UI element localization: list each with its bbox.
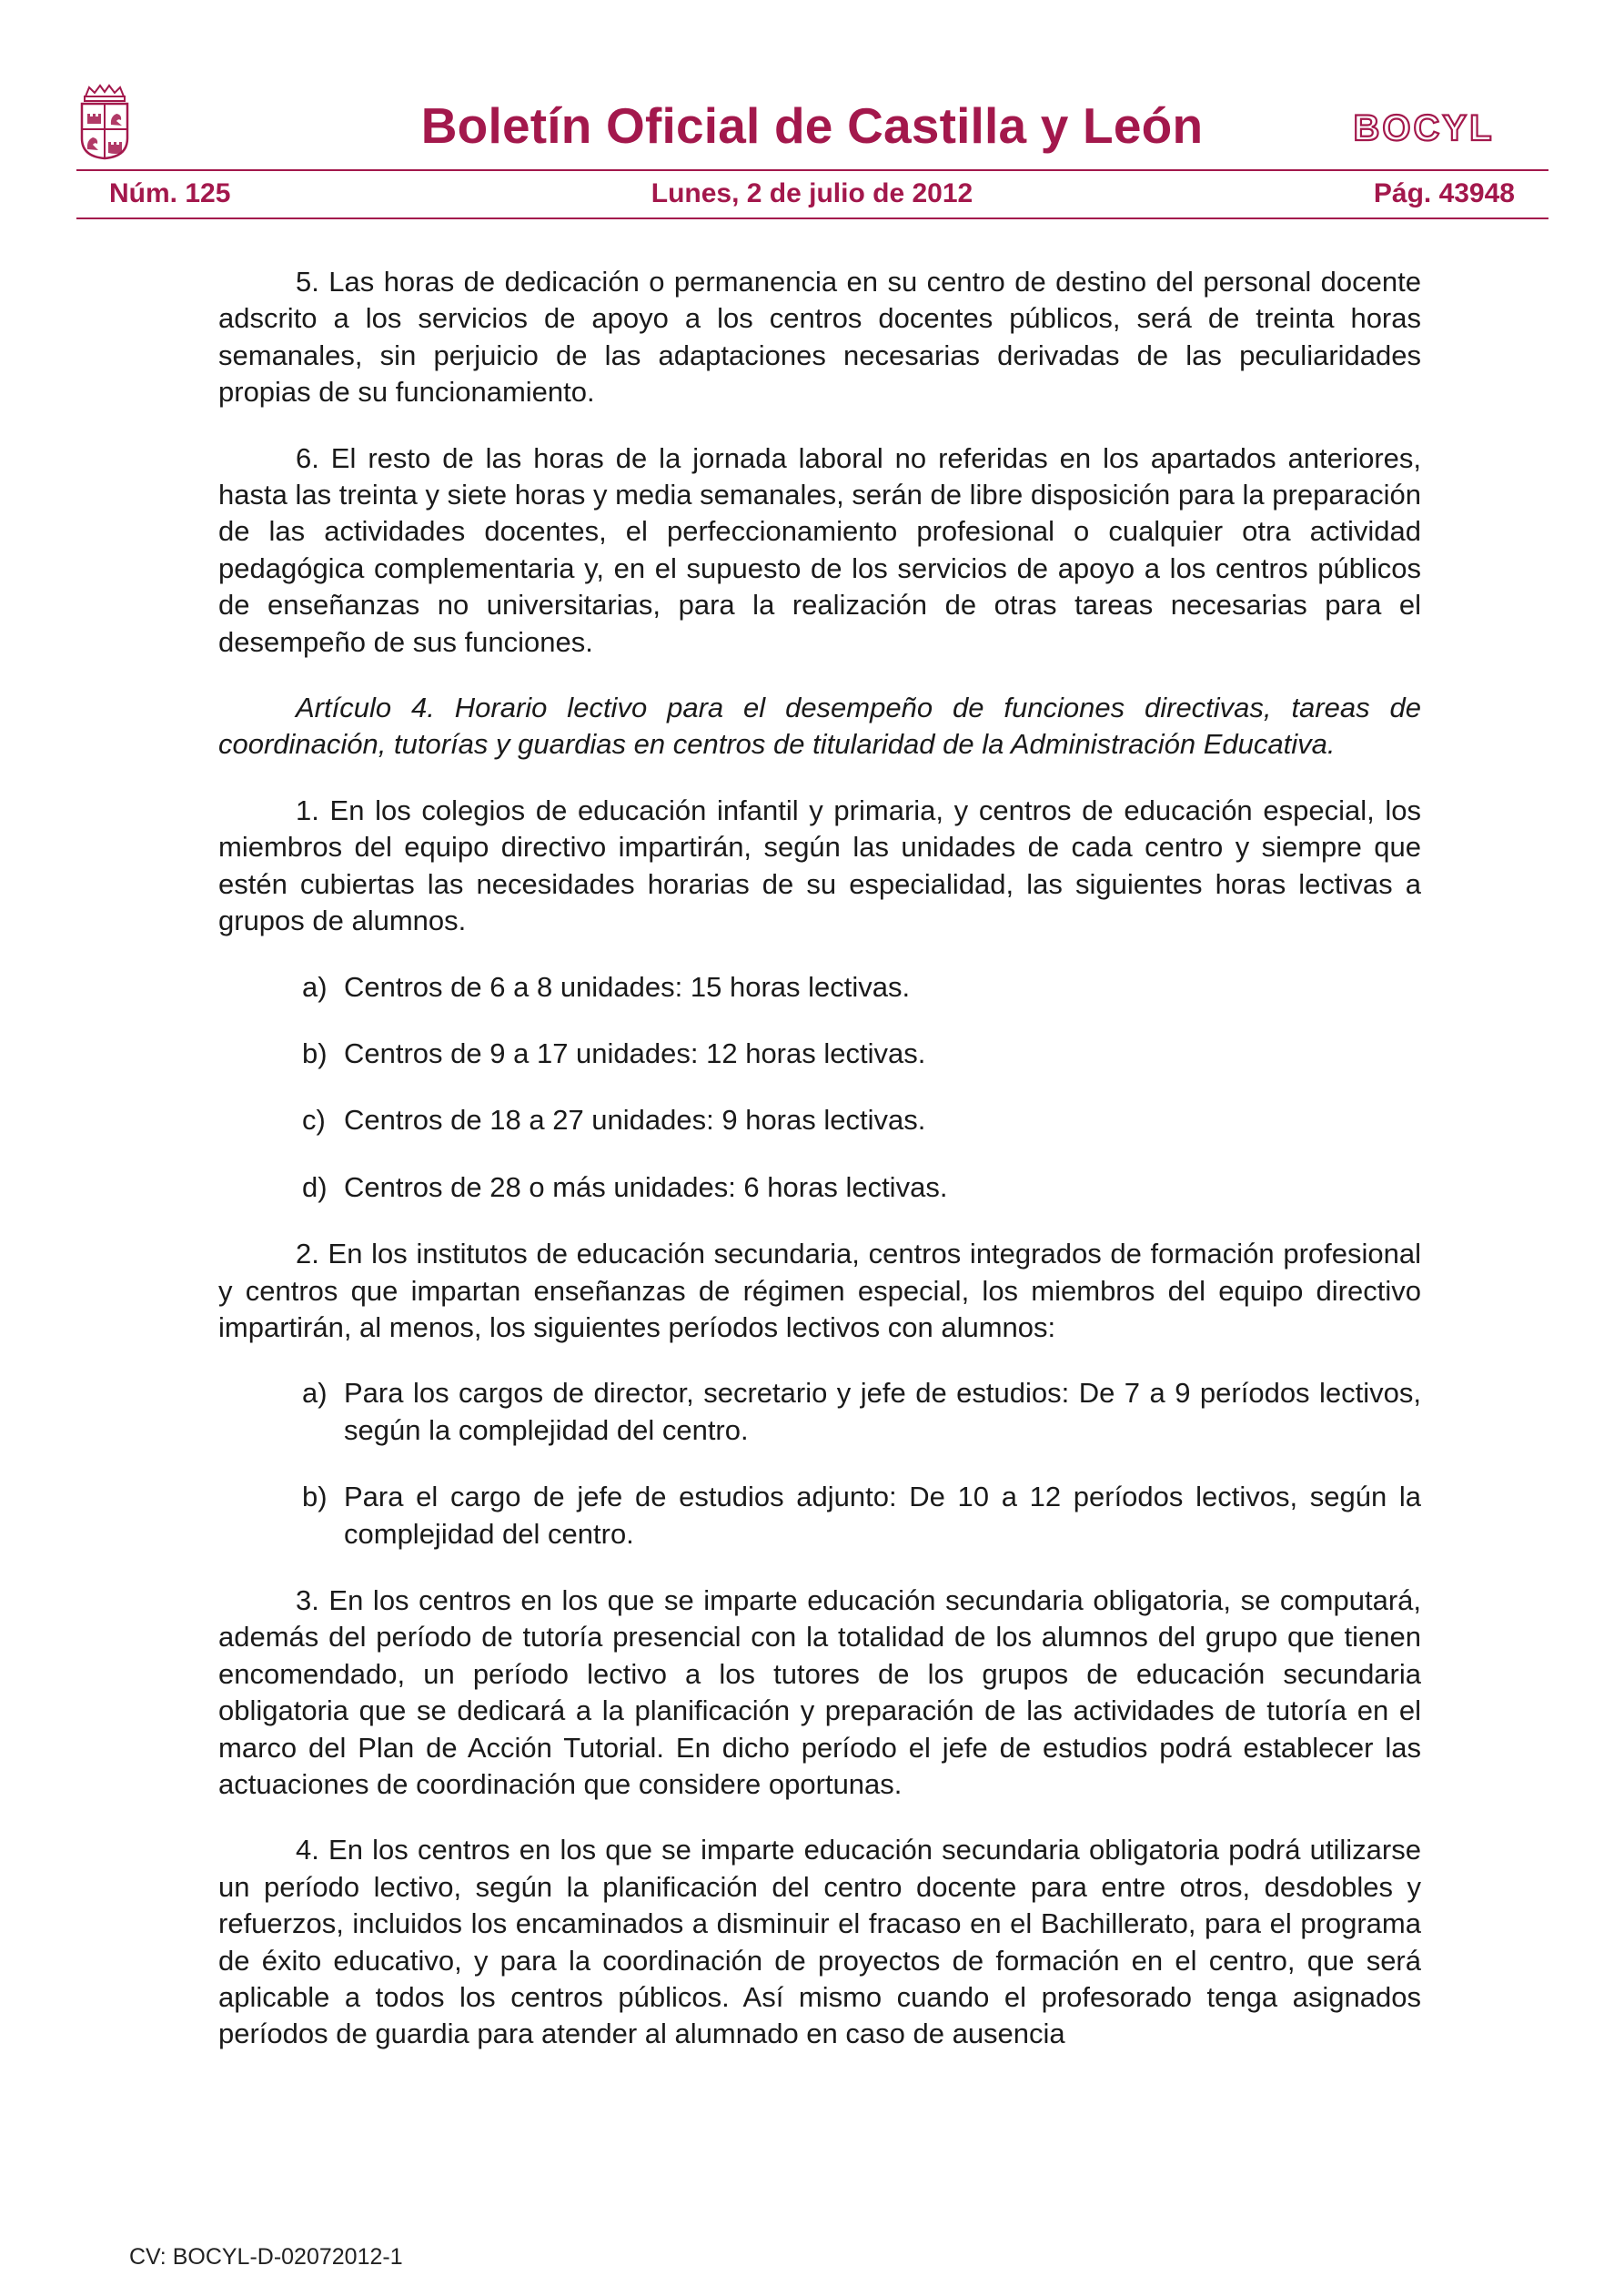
- article-4-paragraph-2: 2. En los institutos de educación secundaria, centros integrados de formación profesional y centros que impartan enseñanzas de régimen especial, los miembros del equipo directivo impartirán, al menos, los siguientes períodos lectivos con alumnos:: [218, 1238, 1421, 1343]
- list-item-label: a): [302, 1377, 328, 1410]
- article-4-paragraph-3: 3. En los centros en los que se imparte educación secundaria obligatoria, se computará, además del período de tutoría presencial con la totalidad de los alumnos del grupo que tienen encomendado, un período lectivo a los tutores de los grupos de educación secundaria obligatoria que se dedicará a la planificación y preparación de las actividades de tutoría en el marco del Plan de Acción Tutorial. En dicho período el jefe de estudios podrá establecer las actuaciones de coordinación que considere oportunas.: [218, 1583, 1421, 1800]
- list-item-text: Para los cargos de director, secretario y jefe de estudios: De 7 a 9 períodos lectivos, según la complejidad del centro.: [344, 1377, 1421, 1446]
- issue-date: Lunes, 2 de julio de 2012: [651, 178, 973, 208]
- list-item-label: a): [302, 970, 328, 1003]
- list-item: [218, 1036, 1421, 1072]
- list-item-text: Para el cargo de jefe de estudios adjunto: De 10 a 12 períodos lectivos, según la complejidad del centro.: [344, 1481, 1421, 1550]
- list-item: [218, 1169, 1421, 1206]
- header-rule-bottom: [76, 217, 1548, 219]
- list-item: [218, 969, 1421, 1006]
- list-item: [218, 1479, 1421, 1553]
- list-item: [218, 1102, 1421, 1138]
- bulletin-title: Boletín Oficial de Castilla y León: [420, 97, 1204, 154]
- article-4-paragraph-4: 4. En los centros en los que se imparte educación secundaria obligatoria podrá utilizarse un período lectivo, según la planificación del centro docente para entre otros, desdobles y refuerzos, incluidos los encaminados a disminuir el fracaso en el Bachillerato, para el programa de éxito educativo, y para la coordinación de proyectos de formación en el centro, que será aplicable a todos los centros públicos. Así mismo cuando el profesorado tenga asignados períodos de guardia para atender al alumnado en caso de ausencia: [218, 1834, 1421, 2050]
- list-item-label: b): [302, 1481, 328, 1513]
- verification-code: CV: BOCYL-D-02072012-1: [129, 2244, 403, 2270]
- bocyl-logo: [1342, 107, 1506, 147]
- list-item-text: Centros de 9 a 17 unidades: 12 horas lectivas.: [344, 1037, 926, 1069]
- list-item-label: c): [302, 1104, 326, 1137]
- list-item-label: d): [302, 1170, 328, 1203]
- header-rule-top: [76, 169, 1548, 171]
- page-number: Pág. 43948: [1373, 178, 1515, 208]
- list-item-text: Centros de 6 a 8 unidades: 15 horas lectivas.: [344, 970, 911, 1003]
- document-body: [218, 264, 1421, 2082]
- svg-text:BOCYL: BOCYL: [1353, 108, 1495, 147]
- list-item-text: Centros de 28 o más unidades: 6 horas lectivas.: [344, 1170, 948, 1203]
- article-4-paragraph-1: 1. En los colegios de educación infantil y primaria, y centros de educación especial, los miembros del equipo directivo impartirán, según las unidades de cada centro y siempre que estén cubiertas las necesidades horarias de su especialidad, las siguientes horas lectivas a grupos de alumnos.: [218, 794, 1421, 937]
- paragraph-6: 6. El resto de las horas de la jornada laboral no referidas en los apartados anteriores, hasta las treinta y siete horas y media semanales, serán de libre disposición para la preparación de las actividades docentes, el perfeccionamiento profesional o cualquier otra actividad pedagógica complementaria y, en el supuesto de los servicios de apoyo a los centros públicos de enseñanzas no universitarias, para la realización de otras tareas necesarias para el desempeño de sus funciones.: [218, 441, 1421, 658]
- issue-number: Núm. 125: [109, 178, 231, 208]
- list-item-label: b): [302, 1037, 328, 1069]
- paragraph-5: 5. Las horas de dedicación o permanencia en su centro de destino del personal docente adscrito a los servicios de apoyo a los centros docentes públicos, será de treinta horas semanales, sin perjuicio de las adaptaciones necesarias derivadas de las peculiaridades propias de su funcionamiento.: [218, 266, 1421, 409]
- list-item-text: Centros de 18 a 27 unidades: 9 horas lectivas.: [344, 1104, 926, 1137]
- article-4-heading: Artículo 4. Horario lectivo para el desempeño de funciones directivas, tareas de coordinación, tutorías y guardias en centros de titularidad de la Administración Educativa.: [218, 692, 1421, 761]
- list-item: [218, 1375, 1421, 1449]
